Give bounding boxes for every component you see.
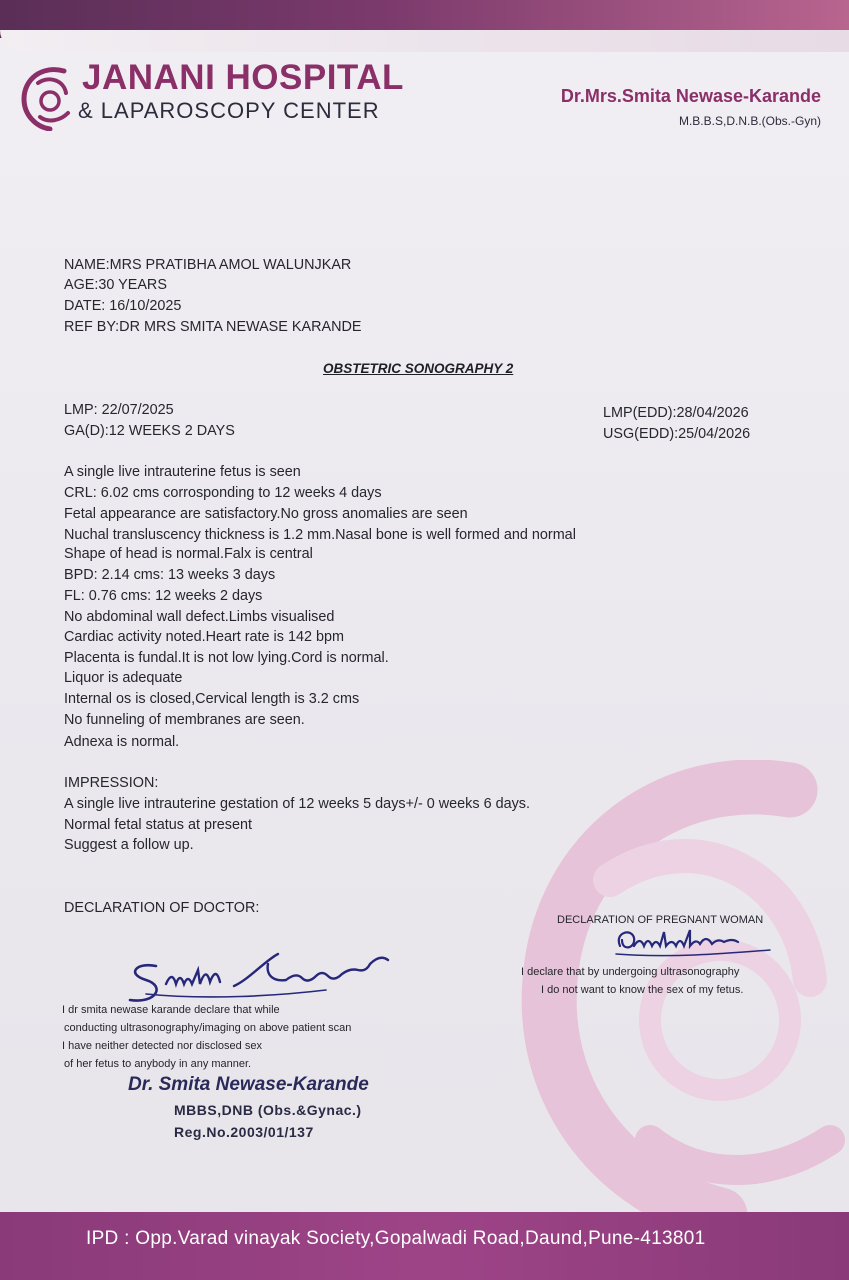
finding-line: Shape of head is normal.Falx is central xyxy=(64,546,313,562)
report-date: DATE: 16/10/2025 xyxy=(64,298,182,314)
finding-line: No funneling of membranes are seen. xyxy=(64,712,305,728)
registration-number: Reg.No.2003/01/137 xyxy=(174,1124,314,1140)
doctor-declaration-line: of her fetus to anybody in any manner. xyxy=(64,1058,252,1070)
finding-line: FL: 0.76 cms: 12 weeks 2 days xyxy=(64,588,263,604)
patient-declaration-heading: DECLARATION OF PREGNANT WOMAN xyxy=(557,914,764,926)
report-title: OBSTETRIC SONOGRAPHY 2 xyxy=(323,361,514,376)
lmp-edd: LMP(EDD):28/04/2026 xyxy=(603,405,749,421)
referred-by: REF BY:DR MRS SMITA NEWASE KARANDE xyxy=(64,319,362,335)
finding-line: Cardiac activity noted.Heart rate is 142 bpm xyxy=(64,629,344,645)
finding-line: Placenta is fundal.It is not low lying.Cord is normal. xyxy=(64,650,389,666)
doctor-declaration-heading: DECLARATION OF DOCTOR: xyxy=(64,900,260,916)
gestational-age: GA(D):12 WEEKS 2 DAYS xyxy=(64,423,235,439)
signatory-qualification: MBBS,DNB (Obs.&Gynac.) xyxy=(174,1102,362,1118)
patient-signature-icon xyxy=(610,924,780,960)
hospital-logo-icon xyxy=(20,63,80,131)
doctor-declaration-line: I have neither detected nor disclosed sex xyxy=(62,1040,262,1052)
hospital-name: JANANI HOSPITAL xyxy=(82,58,404,97)
patient-declaration-line: I declare that by undergoing ultrasonography xyxy=(521,966,740,978)
patient-name: NAME:MRS PRATIBHA AMOL WALUNJKAR xyxy=(64,257,352,273)
impression-heading: IMPRESSION: xyxy=(64,775,159,791)
finding-line: Internal os is closed,Cervical length is 3.2 cms xyxy=(64,691,360,707)
finding-line: CRL: 6.02 cms corrosponding to 12 weeks 4 days xyxy=(64,485,382,501)
finding-line: Liquor is adequate xyxy=(64,670,183,686)
finding-line: Adnexa is normal. xyxy=(64,734,180,750)
hospital-subtitle: & LAPAROSCOPY CENTER xyxy=(78,98,380,123)
doctor-declaration-line: conducting ultrasonography/imaging on above patient scan xyxy=(64,1022,352,1034)
finding-line: Nuchal transluscency thickness is 1.2 mm.Nasal bone is well formed and normal xyxy=(64,527,576,543)
letterhead-top-accent xyxy=(0,30,849,52)
impression-line: Suggest a follow up. xyxy=(64,837,194,853)
doctor-declaration-line: I dr smita newase karande declare that while xyxy=(62,1004,280,1016)
signatory-name: Dr. Smita Newase-Karande xyxy=(128,1074,369,1095)
lmp-date: LMP: 22/07/2025 xyxy=(64,402,174,418)
finding-line: Fetal appearance are satisfactory.No gross anomalies are seen xyxy=(64,506,468,522)
impression-line: A single live intrauterine gestation of 12 weeks 5 days+/- 0 weeks 6 days. xyxy=(64,796,530,812)
finding-line: BPD: 2.14 cms: 13 weeks 3 days xyxy=(64,567,276,583)
patient-declaration-line: I do not want to know the sex of my fetus. xyxy=(541,984,744,996)
letterhead-doctor-qualifications: M.B.B.S,D.N.B.(Obs.-Gyn) xyxy=(678,114,821,128)
letterhead-doctor-name: Dr.Mrs.Smita Newase-Karande xyxy=(560,86,821,106)
impression-line: Normal fetal status at present xyxy=(64,817,252,833)
finding-line: A single live intrauterine fetus is seen xyxy=(64,464,301,480)
footer-address: IPD : Opp.Varad vinayak Society,Gopalwadi Road,Daund,Pune-413801 xyxy=(86,1228,706,1249)
patient-age: AGE:30 YEARS xyxy=(64,277,167,293)
finding-line: No abdominal wall defect.Limbs visualised xyxy=(64,609,335,625)
usg-edd: USG(EDD):25/04/2026 xyxy=(603,426,751,442)
